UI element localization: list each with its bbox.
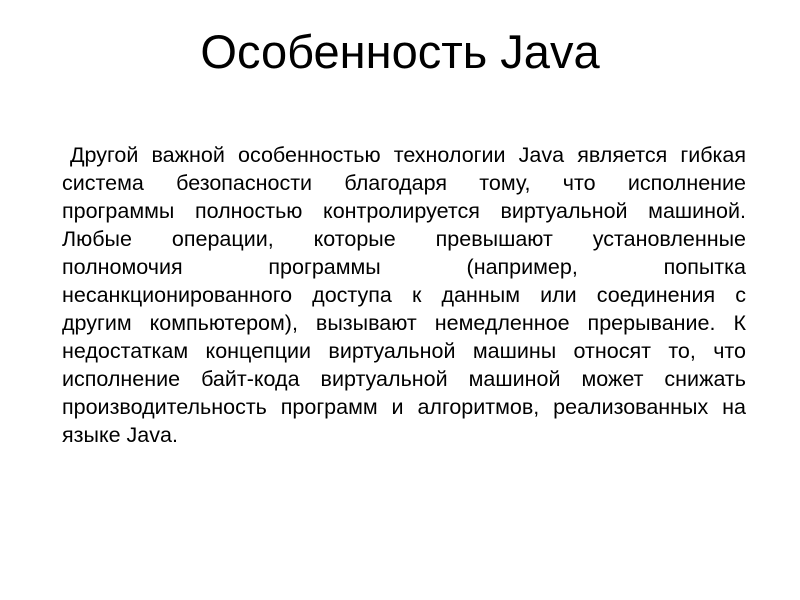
body-line: другим компьютером), вызывают немедленное прерывание. К <box>62 311 746 335</box>
body-line: несанкционированного доступа к данным или соединения с <box>62 283 746 307</box>
body-line: Любые операции, которые превышают установленные <box>62 227 746 251</box>
body-line: система безопасности благодаря тому, что исполнение <box>62 171 746 195</box>
body-line: исполнение байт-кода виртуальной машиной может снижать <box>62 367 746 391</box>
body-line: недостаткам концепции виртуальной машины относят то, что <box>62 339 746 363</box>
slide-body-paragraph <box>62 141 746 449</box>
body-line: полномочия программы (например, попытка <box>62 255 746 279</box>
body-line: Другой важной особенностью технологии Java является гибкая <box>70 143 746 167</box>
body-line: программы полностью контролируется виртуальной машиной. <box>62 199 746 223</box>
body-line: производительность программ и алгоритмов, реализованных на <box>62 395 746 419</box>
slide-title: Особенность Java <box>200 25 600 78</box>
body-line: языке Java. <box>62 423 178 447</box>
